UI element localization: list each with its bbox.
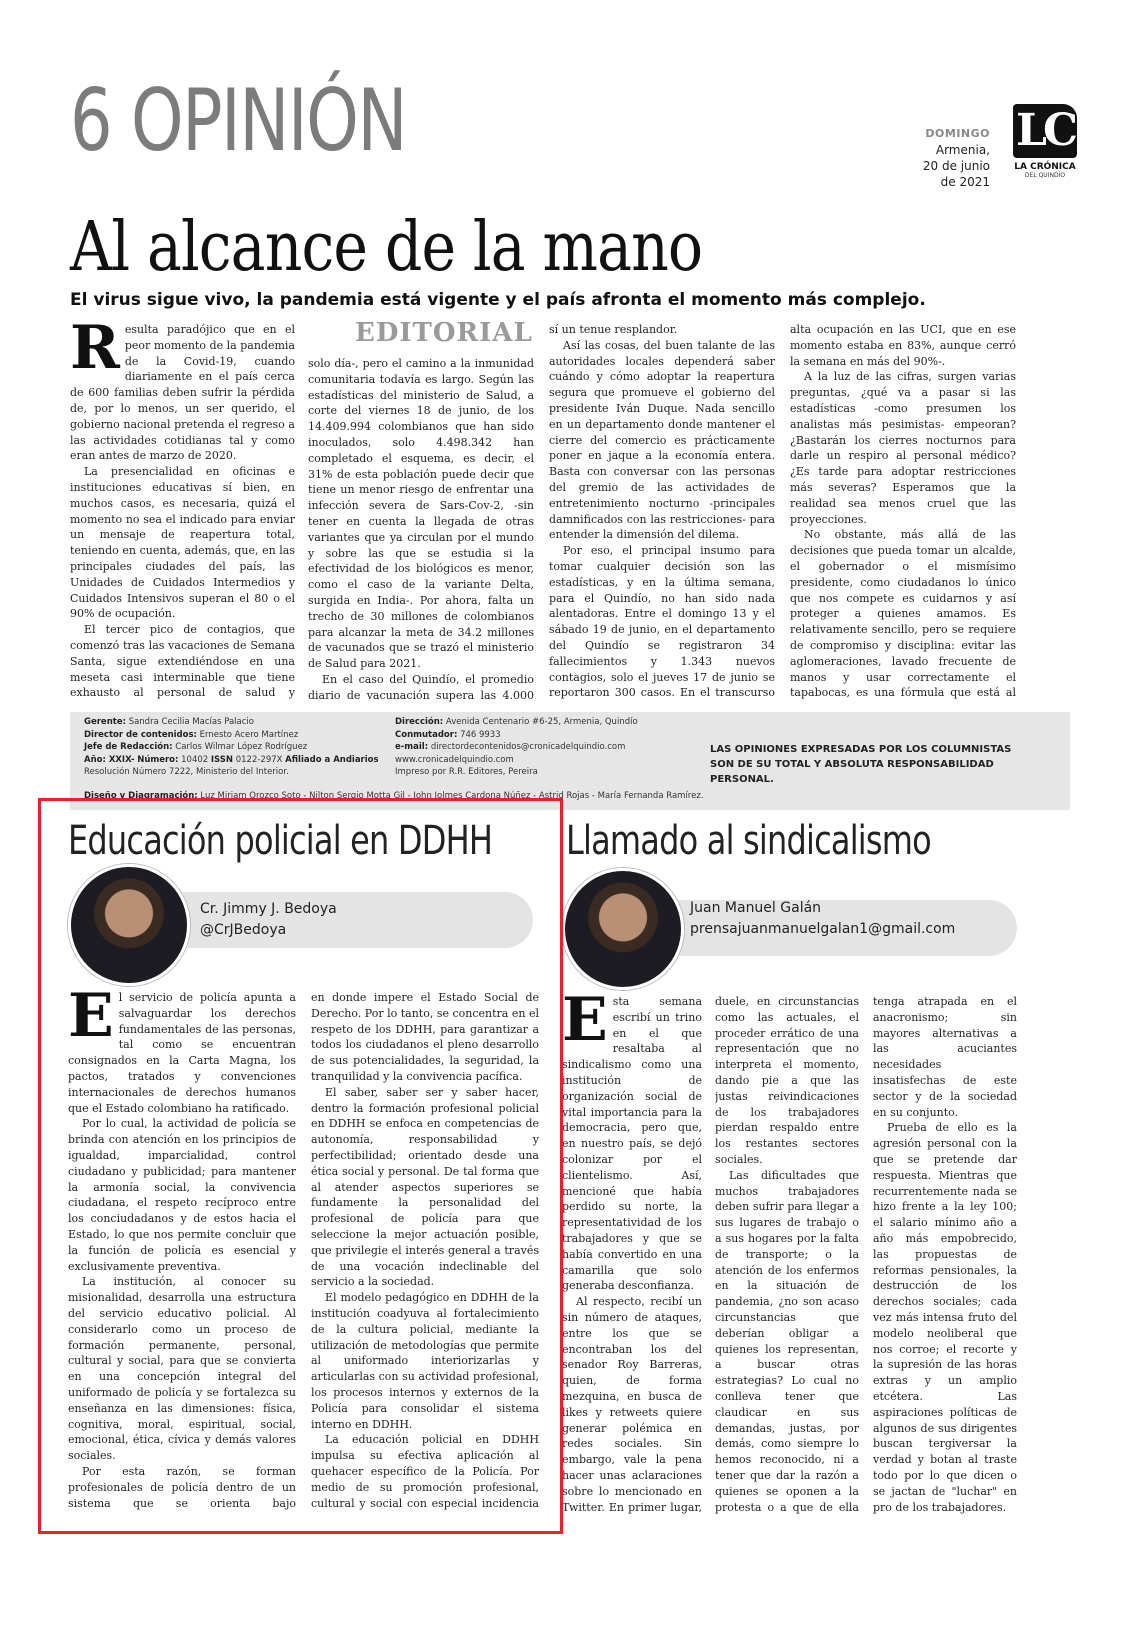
paragraph: En el caso del Quindío, el promedio diario de vacunación supera las 4.000 [308, 672, 534, 702]
right-column-text-a [562, 994, 702, 1514]
right-column-title: Llamado al sindicalismo [566, 818, 931, 864]
author-email[interactable]: prensajuanmanuelgalan1@gmail.com [690, 921, 956, 937]
jefe-redaccion: Carlos Wilmar López Rodríguez [175, 742, 308, 752]
paragraph: sta semana escribí un trino en el que resaltaba al sindicalismo como una institución de organización social de vital importancia para la democracia, pero que, en nuestro país, se dejó colonizar por el clientelismo. Así, mencioné que había perdido su norte, la representatividad de los trabajadores y que se había convertido en una camarilla que solo generaba desconfianza. [562, 995, 702, 1293]
staff-left: Gerente: Sandra Cecilia Macías Palacio Director de contenidos: Ernesto Acero Martínez Jefe de Redacción: Carlos Wilmar López Rodríguez Año: XXIX- Número: 10402 ISSN 0122-297X Afiliado a Andiarios Resolución Número 7222, Ministerio del Interior. [84, 716, 384, 779]
gerente: Sandra Cecilia Macías Palacio [128, 717, 254, 727]
paragraph: Por esta razón, se forman profesionales de policía dentro de un sistema que se orienta bajo [68, 1464, 296, 1510]
dropcap: E [68, 990, 114, 1051]
impreso: Impreso por R.R. Editores, Pereira [395, 767, 538, 777]
paragraph: solo día-, pero el camino a la inmunidad comunitaria todavía es largo. Según las estadísticas del ministerio de Salud, a corte del viernes 18 de junio, de los 14.409.994 colombianos que han sido inoculados, solo 4.498.342 han completado el esquema, es decir, el 31% de esta población puede decir que tiene un menor riesgo de enfrentar una infección severa de Sars-Cov-2, -sin tener en cuenta la llegada de otras variantes que ya circulan por el mundo y sobre las que se estudia si la efectividad de los biológicos es menor, como el caso de la variante Delta, surgida en India-. Por ahora, falta un trecho de 30 millones de colombianos para alcanzar la meta de 34.2 millones de vacunados que se trazó el ministerio de Salud para 2021. [308, 357, 534, 671]
paragraph: en donde impere el Estado Social de Derecho. Por lo tanto, se concentra en el respeto de los DDHH, para garantizar a todos los ciudadanos el pleno desarrollo de sus potencialidades, la seguridad, la tranquilidad y la convivencia pacífica. [311, 991, 539, 1083]
disclaimer: LAS OPINIONES EXPRESADAS POR LOS COLUMNISTAS SON DE SU TOTAL Y ABSOLUTA RESPONSABILIDAD PERSONAL. [710, 744, 1012, 785]
direccion: Avenida Centenario #6-25, Armenia, Quindío [445, 717, 638, 727]
highlight-frame [38, 798, 563, 1534]
editorial-subheadline: El virus sigue vivo, la pandemia está vigente y el país afronta el momento más complejo. [70, 290, 926, 310]
section-title: 6 OPINIÓN [70, 71, 406, 171]
director-contenidos: Ernesto Acero Martínez [199, 729, 299, 740]
date-city: Armenia, [935, 143, 990, 157]
date-day: DOMINGO [925, 127, 990, 140]
date-block [880, 126, 990, 190]
paragraph: Por eso, el principal insumo para tomar cualquier decisión son las estadísticas, y en la última semana, para el Quindío, no han sido nada alentadoras. Entre el domingo 13 y el sábado 19 de junio, en el departamento del Quindío se registraron 34 fallecimientos y 1.343 nuevos contagios, solo el jueves 17 de junio se reportaron 300 casos. En el transcurso [549, 544, 775, 700]
editorial-column-1 [70, 322, 295, 702]
paragraph: Por lo cual, la actividad de policía se brinda con atención en los principios de igualdad, imparcialidad, control ciudadano y publicidad; para mantener la armonía social, la convivencia ciudadana, el respeto recíproco entre los conciudadanos y de estos hacia el Estado, lo que nos permite concluir que la función de policía es esencial y exclusivamente preventiva. [68, 1117, 296, 1273]
paragraph: esulta paradójico que en el peor momento de la pandemia de la Covid-19, cuando diariamente en el país cerca de 600 familias deben sufrir la pérdida de, por lo menos, un ser querido, el gobierno nacional pretenda el regreso a las actividades cotidianas tal y como eran antes de marzo de 2020. [70, 323, 295, 463]
paragraph: El modelo pedagógico en DDHH de la institución coadyuva al fortalecimiento de la cultura policial, mediante la utilización de metodologías que permite al uniformado interiorizarlas y articularlas con su actividad profesional, los procesos internos y externos de la Policía para consolidar el sistema interno en DDHH. [311, 1291, 539, 1431]
paragraph: El saber, saber ser y saber hacer, dentro la formación profesional policial en DDHH se enfoca en competencias de autonomía, responsabilidad y perfectibilidad; orientado desde una ética social y personal. De tal forma que al atender aspectos superiores se fundamente la personalidad del profesional de policía para que seleccione la mejor actuación posible, que privilegie el interés general a través de una vocación indeclinable del servicio a la sociedad. [311, 1085, 539, 1289]
newspaper-logo [1005, 104, 1085, 192]
paragraph: El tercer pico de contagios, que comenzó tras las vacaciones de Semana Santa, sigue extendiéndose en una meseta casi interminable que tiene exhausto al personal de salud y [70, 623, 295, 700]
right-column-text-c [873, 994, 1017, 1514]
author-handle[interactable]: @CrJBedoya [200, 922, 287, 938]
paragraph: A la luz de las cifras, surgen varias preguntas, ¿qué va a pasar si las estadísticas -como presumen los analistas más pesimistas- empeoran? ¿Bastarán los cierres nocturnos para darle un respiro al personal médico? ¿Es tarde para adoptar restricciones más severas? Esperamos que la realidad sea menos cruel que las proyecciones. [790, 370, 1016, 526]
paragraph: Prueba de ello es la agresión personal con la que se pretende dar respuesta. Mientras que recurrentemente nada se hizo frente a la ley 100; el salario mínimo año a año más empobrecido, las propuestas de reformas pensionales, la destrucción de los derechos sociales; cada vez más intensa fruto del modelo neoliberal que nos corroe; el recorte y la supresión de las horas extras y un amplio etcétera. Las aspiraciones políticas de algunos de sus dirigentes buscan tergiversar la verdad y botan al traste todo por lo que dicen o se jactan de "luchar" en pro de los trabajadores. [873, 1121, 1017, 1514]
paragraph: Así las cosas, del buen talante de las autoridades locales dependerá saber cuándo y cómo adoptar la reapertura segura que promueve el gobierno del presidente Iván Duque. Nada sencillo en un departamento donde mantener el cierre del comercio es prácticamente poner en jaque a la economía entera. Basta con conversar con las personas del gremio de las actividades de entretenimiento nocturno -principales damnificados con las restricciones- para entender la dimensión del dilema. [549, 338, 775, 542]
resolucion: Resolución Número 7222, Ministerio del Interior. [84, 767, 289, 777]
editorial-column-4 [790, 322, 1016, 702]
left-column-title: Educación policial en DDHH [68, 818, 493, 864]
right-byline [690, 898, 955, 940]
conmutador: 746 9933 [460, 729, 501, 740]
editorial-column-2 [308, 356, 534, 702]
paragraph: Las dificultades que muchos trabajadores deben sufrir para llegar a sus lugares de trabajo o a sus hogares por la falta de transporte; o la atención de los enfermos en la situación de pandemia, ¿no son acaso circunstancias que deberían obligar a quienes los representan, a buscar otras estrategias? Lo cual no conlleva tener que claudicar en sus demandas, justas, por demás, como siempre lo hemos reconocido, ni a tener que dar la razón a quienes se oponen a la protesta o a que de ella [715, 1168, 859, 1514]
editorial-tag: EDITORIAL [355, 318, 533, 348]
paragraph: tenga atrapada en el anacronismo; sin mayores alternativas a las acuciantes necesidades insatisfechas de este sector y de la sociedad en su conjunto. [873, 995, 1017, 1119]
right-column-text-b [715, 994, 859, 1514]
staff-mid: Dirección: Avenida Centenario #6-25, Armenia, Quindío Conmutador: 746 9933 e-mail: directordecontenidos@cronicadelquindio.com www.cronicadelquindio.com Impreso por R.R. Editores, Pereira [395, 716, 695, 779]
paragraph: La institución, al conocer su misionalidad, desarrolla una estructura del servicio educativo policial. Al considerarlo como un proceso de formación permanente, personal, cultural y social, para que se convierta en una concepción integral del uniformado de policía y se fortalezca su enseñanza en las dimensiones: física, cognitiva, moral, espiritual, social, emocional, ética, cívica y demás valores sociales. [68, 1275, 296, 1463]
author-name: Cr. Jimmy J. Bedoya [200, 901, 337, 917]
logo-name: LA CRÓNICA [1014, 162, 1076, 172]
paragraph: l servicio de policía apunta a salvaguardar los derechos fundamentales de las personas, tal como se encuentran consignados en la Carta Magna, los pactos, tratados y convenciones internacionales de derechos humanos que el Estado colombiano ha ratificado. [68, 991, 296, 1115]
paragraph: La educación policial en DDHH impulsa su efectiva aplicación al quehacer específico de la Policía. Por medio de su promoción profesional, cultural y social con especial incidencia [311, 1433, 539, 1510]
email-link[interactable]: directordecontenidos@cronicadelquindio.com [430, 742, 626, 752]
paragraph: La presencialidad en oficinas e instituciones educativas sí bien, en muchos casos, es necesaria, quizá el momento no sea el indicado para enviar un mensaje de reapertura total, teniendo en cuenta, además, que, en las principales ciudades del país, las Unidades de Cuidados Intermedios y Cuidados Intensivos superan el 80 o el 90% de ocupación. [70, 465, 295, 621]
web-link[interactable]: www.cronicadelquindio.com [395, 754, 514, 765]
paragraph: No obstante, más allá de las decisiones que pueda tomar un alcalde, el gobernador o el mismísimo presidente, como ciudadanos lo único que nos compete es cuidarnos y así proteger a quienes amamos. Es relativamente sencillo, pero se requiere de compromiso y disciplina: evitar las aglomeraciones, lavado frecuente de manos y usar correctamente el tapabocas, es una fórmula que está al [790, 528, 1016, 700]
date-line-1: 20 de junio [922, 159, 990, 173]
dropcap: R [70, 322, 120, 383]
dropcap: E [562, 994, 608, 1055]
logo-sub: DEL QUINDÍO [1024, 172, 1066, 179]
editorial-column-3 [549, 322, 775, 702]
staff-box [70, 712, 1070, 810]
paragraph: duele, en circunstancias como las actuales, el proceder errático de una representación que no interpreta el momento, dando pie a que las justas reivindicaciones de los trabajadores pierdan respaldo entre los restantes sectores sociales. [715, 995, 859, 1166]
paragraph: alta ocupación en las UCI, que en ese momento estaba en 83%, aunque cerró la semana en más del 90%-. [790, 323, 1016, 368]
date-line-2: de 2021 [940, 175, 990, 189]
author-photo-galan [562, 868, 684, 990]
paragraph: sí un tenue resplandor. [549, 323, 678, 336]
editorial-headline: Al alcance de la mano [70, 208, 703, 287]
diseno: Diseño y Diagramación: Luz Miriam Orozco Soto - Nilton Sergio Motta Gil - John Jolmes Cardona Núñez - Astrid Rojas - María Fernanda Ramírez. [84, 791, 704, 801]
logo-mark: LC [1013, 104, 1077, 158]
author-name: Juan Manuel Galán [690, 900, 822, 916]
paragraph: Al respecto, recibí un sin número de ataques, entre los que se encontraban los del senador Roy Barreras, quien, de forma mezquina, en busca de likes y retweets quiere generar polémica en redes sociales. Sin embargo, vale la pena hacer unas aclaraciones sobre lo mencionado en Twitter. En primer lugar, [562, 1295, 702, 1514]
